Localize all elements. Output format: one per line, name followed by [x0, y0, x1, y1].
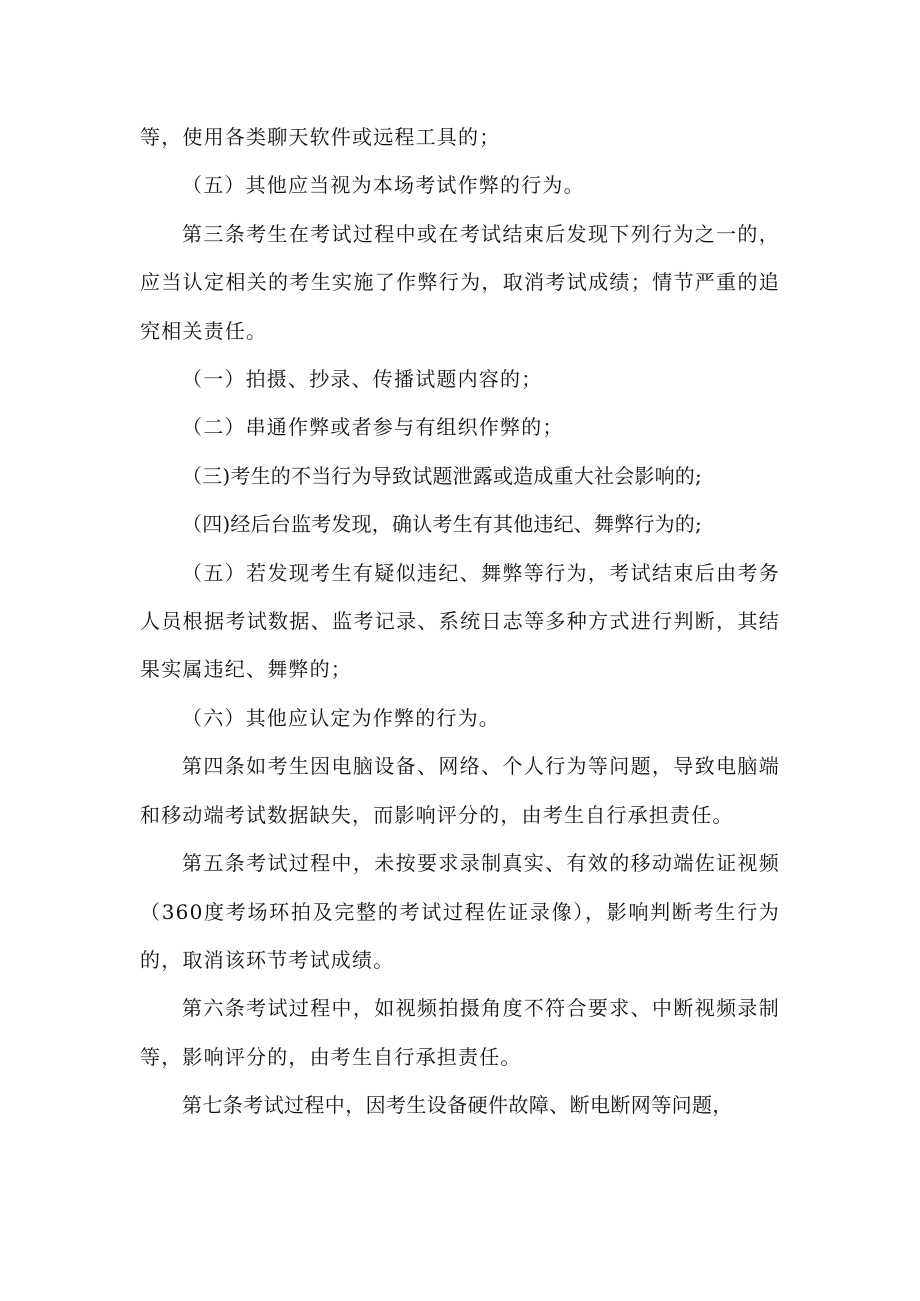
paragraph-article-3-item-5: （五）若发现考生有疑似违纪、舞弊等行为，考试结束后由考务人员根据考试数据、监考记录、系统日志等多种方式进行判断，其结果实属违纪、舞弊的； — [140, 560, 780, 682]
paragraph-article-6: 第六条考试过程中，如视频拍摄角度不符合要求、中断视频录制等，影响评分的，由考生自行承担责任。 — [140, 996, 780, 1069]
paragraph-continuation: 等，使用各类聊天软件或远程工具的； — [140, 125, 501, 149]
paragraph-article-5: 第五条考试过程中，未按要求录制真实、有效的移动端佐证视频（360度考场环拍及完整的考试过程佐证录像），影响判断考生行为的，取消该环节考试成绩。 — [140, 851, 780, 972]
paragraph-article-4: 第四条如考生因电脑设备、网络、个人行为等问题，导致电脑端和移动端考试数据缺失，而影响评分的，由考生自行承担责任。 — [140, 754, 780, 827]
paragraph-article-3-item-2: （二）串通作弊或者参与有组织作弊的； — [182, 415, 564, 440]
paragraph-article-3-item-6: （六）其他应认定为作弊的行为。 — [182, 705, 500, 730]
paragraph-article-3-item-1: （一）拍摄、抄录、传播试题内容的； — [182, 367, 543, 392]
paragraph-article-3-item-4: （四)经后台监考发现，确认考生有其他违纪、舞弊行为的; — [182, 512, 702, 537]
document-body — [140, 113, 780, 1130]
paragraph-article-3-item-3: （三)考生的不当行为导致试题泄露或造成重大社会影响的; — [182, 463, 702, 488]
paragraph-article-7: 第七条考试过程中，因考生设备硬件故障、断电断网等问题， — [182, 1093, 733, 1118]
paragraph-article-3: 第三条考生在考试过程中或在考试结束后发现下列行为之一的，应当认定相关的考生实施了作弊行为，取消考试成绩；情节严重的追究相关责任。 — [140, 221, 780, 343]
paragraph-item-5-cheating-other: （五）其他应当视为本场考试作弊的行为。 — [182, 173, 585, 198]
